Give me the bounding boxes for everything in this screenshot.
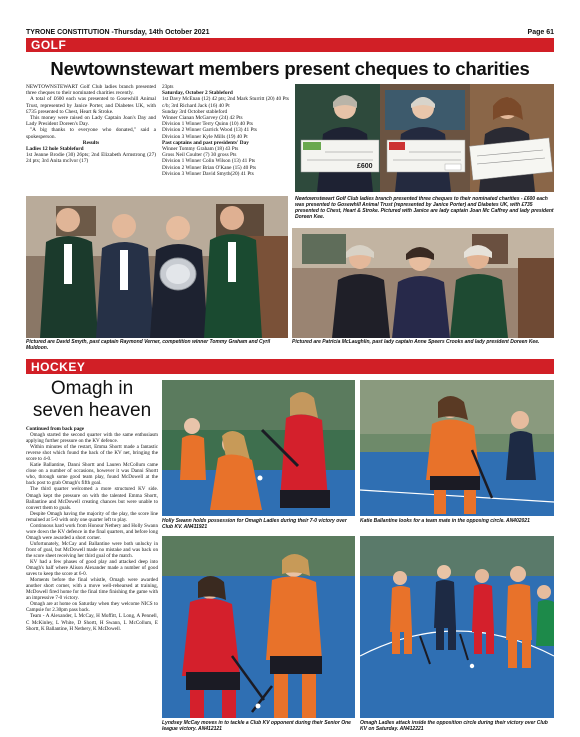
golf-p3: This money were raised on Lady Captain Joan's Day and Lady President Doreen's Day. (26, 115, 156, 128)
caption-hockey-1: Holly Swann holds possession for Omagh Ladies during their 7-0 victory over Club KV. AN411921 (162, 518, 347, 530)
men-trophy-photo (26, 196, 288, 338)
golf-results-body: 1st Jeanne Brodie (30) 26pts; 2nd Elizabeth Armstrong (27) 24 pts; 3rd Anita mcIvor (17) (26, 152, 156, 165)
page-number: Page 61 (527, 28, 554, 36)
golf-r13: Division 2 Winner Brian O'Kane (15) 40 Pts (162, 164, 257, 171)
masthead (26, 27, 554, 37)
cheque-presentation-photo (295, 84, 554, 192)
hockey-headline-line2: seven heaven (32, 400, 152, 421)
caption-hockey-4: Omagh Ladies attack inside the opposition circle during their victory over Club KV on Saturday. AN412221 (360, 720, 548, 732)
caption-cheques: Newtownstewart Golf Club ladies branch presented three cheques to their nominated charities - £600 each was presented to Gosewhill Animal Trust (represented by Janice Porter) and Diabetes UK, with £735 presented to Chest, Heart & Stroke. Pictured with Janice are lady captain Joan Mc Caffrey and lady president Doreen Kee. (295, 196, 554, 220)
hockey-p5: Despite Omagh having the majority of the play, the score line remained at 5-0 with only one quarter left to play. (26, 510, 158, 523)
golf-r7: Division 2 Winner Garrick Wood (13) 41 Pts (162, 127, 257, 134)
hockey-p8: KV had a few phases of good play and attacked deep into Omagh's half where Alison Alexander made a number of good saves to keep the score at 6-0. (26, 559, 158, 578)
golf-p1: NEWTOWNSTEWART Golf Club ladies branch presented three cheques to their nominated charities recently. (26, 84, 156, 97)
hockey-p7: Unfortunately, McCay and Ballantine were both unlucky in front of goal, but McDowell made no mistake and was back on the score sheet receiving her third goal of the match. (26, 540, 158, 559)
golf-p2: A total of £600 each was presented to Gosewhill Animal Trust, represented by Janice Porter, and Diabetes UK, with £735 presented to Chest, Heart & Stroke. (26, 96, 156, 115)
golf-r1: 23pts (162, 84, 174, 90)
golf-headline: Newtownstewart members present cheques to charities (50, 58, 530, 79)
golf-r9: Past captains and past presidents' Day (162, 139, 249, 146)
golf-article-col2 (162, 84, 290, 177)
hockey-p2: Within minutes of the restart, Emma Shortt made a fantastic reverse shot which found the back of the KV net, bringing the score to 4-0. (26, 444, 158, 463)
caption-men: Pictured are David Smyth, past captain Raymond Verner, competition winner Tommy Graham and Cyril Muldoon. (26, 339, 271, 351)
caption-women: Pictured are Patricia McLaughlin, past lady captain Anne Speers Crooks and lady president Doreen Kee. (292, 339, 540, 345)
hockey-photo-attack (360, 536, 554, 718)
golf-r4: Sunday 3rd October stableford (162, 108, 228, 115)
golf-section-bar (26, 38, 554, 52)
hockey-photo-mccay (162, 536, 355, 718)
hockey-article (26, 426, 158, 632)
hockey-headline (26, 378, 158, 422)
hockey-cont: Continued from back page (26, 426, 85, 432)
hockey-section-bar (26, 359, 554, 374)
golf-r5: Winner Cianan McGarvey (24) 42 Pts (162, 115, 243, 122)
hockey-p3: Katie Ballantine, Danni Shortt and Lauren McCollum came close on a number of occasions, however it was Danni Shortt who, through some good team play, found McDowell at the back post to grab Omagh's fifth goal. (26, 462, 158, 487)
golf-article-col1 (26, 84, 156, 165)
golf-r14: Division 3 Winner David Smyth(20) 41 Pts (162, 170, 254, 177)
hockey-p1: Omagh started the second quarter with the same enthusiasm applying further pressure on the KV defence. (26, 432, 158, 445)
hockey-p11: Team - A Alexander, L McCay, H Moffitt, L Long, A Pennell, C McKinley, L White, D Shortt, H Swann, L McCollum, E Shortt, K Ballantine, H Nethery, K McDowell. (26, 613, 158, 632)
hockey-p4: The third quarter welcomed a more structured KV side. Omagh kept the pressure on with the talented Emma Shortt, Ballantine and McDowell creating chances but were unable to convert them to goals. (26, 486, 158, 511)
golf-r12: Division 1 Winner Colin Wilson (13) 41 Pts (162, 158, 256, 165)
golf-section-label: GOLF (31, 38, 67, 52)
women-golf-photo (292, 228, 554, 338)
hockey-p6: Continuous hard work from Honour Nethery and Holly Swann wore down the KV defence in the final quarters, and before long Omagh were awarded a short corner. (26, 522, 158, 541)
golf-r11: Gross Neil Coulter (7) 30 gross Pts (162, 152, 237, 159)
hockey-section-label: HOCKEY (31, 359, 86, 374)
hockey-photo-ballantine (360, 380, 554, 516)
hockey-p9: Moments before the final whistle, Omagh were awarded another short corner, with a move well-rehearsed at training, McDowell fired home for the final time finishing the game with an impressive 7-0 victory. (26, 577, 158, 602)
caption-hockey-3: Lyndsey McCay moves in to tackle a Club KV opponent during their Senior One league victory. AN412121 (162, 720, 351, 732)
caption-hockey-2: Katie Ballantine looks for a team mate in the opposing circle. AN402021 (360, 518, 530, 524)
golf-r2: Saturday, October 2 Stableford (162, 90, 233, 97)
hockey-p10: Omagh are at home on Saturday when they welcome NICS to Campsie for 2.30pm pass back. (26, 601, 158, 614)
golf-r6: Division 1 Winner Terry Quinn (10) 40 Pts (162, 121, 253, 128)
golf-r3: 1st Davy McEnan (12) 42 pts; 2nd Mark Sturritt (20) 40 Pts c/b; 3rd Richard Jack (16) 40 Pt (162, 96, 289, 109)
cheque-amount-label: £600 (357, 163, 373, 170)
hockey-headline-line1: Omagh in (50, 378, 134, 399)
hockey-photo-swann (162, 380, 355, 516)
golf-results-sub: Ladies 12 hole Stableford (26, 146, 84, 153)
golf-r8: Division 3 Winner Kyle Mills (19) 40 Pt (162, 133, 248, 140)
golf-p4: "A big thanks to everyone who donated," said a spokesperson. (26, 127, 156, 140)
golf-results-head: Results (82, 139, 100, 146)
golf-r10: Winner Tommy Graham (18) 43 Pts (162, 146, 239, 153)
masthead-paper: TYRONE CONSTITUTION -Thursday, 14th October 2021 (26, 28, 210, 36)
